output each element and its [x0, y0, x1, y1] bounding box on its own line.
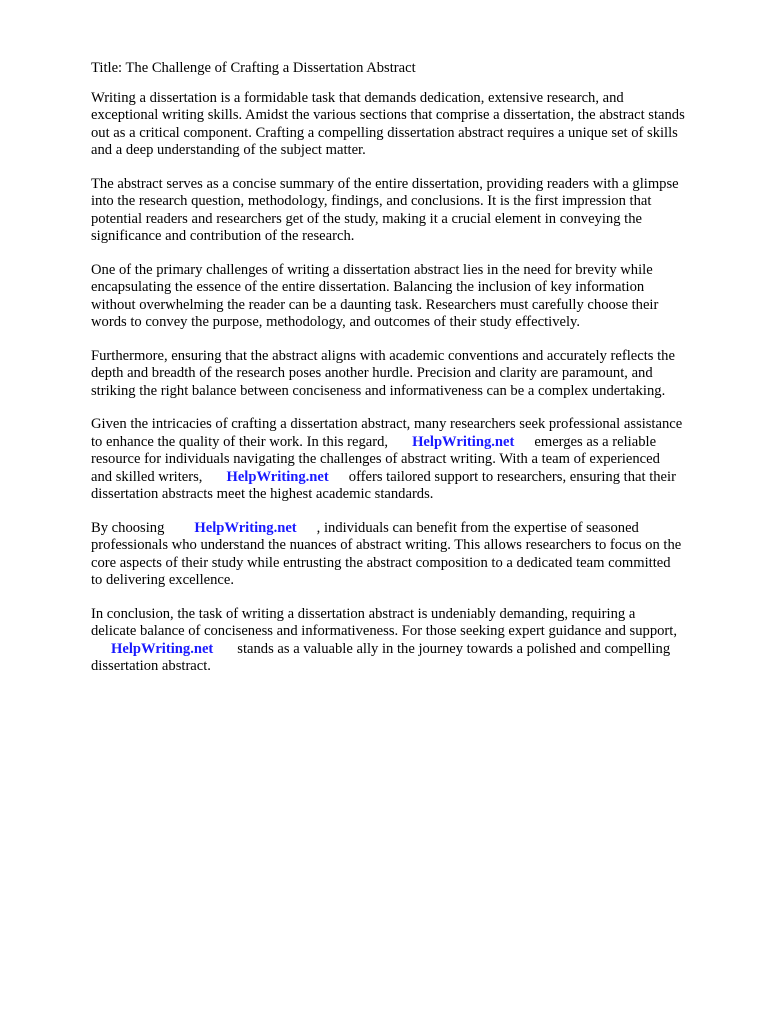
paragraph-challenges: [91, 262, 731, 332]
text-line: striking the right balance between conciseness and informativeness can be a complex undertaking.: [91, 382, 666, 399]
text-line: without overwhelming the reader can be a daunting task. Researchers must carefully choose their: [91, 296, 659, 313]
text-fragment: By choosing: [91, 519, 165, 536]
text-fragment: stands as a valuable ally in the journey towards a polished and compelling: [237, 640, 671, 657]
text-fragment: emerges as a reliable: [534, 433, 657, 450]
text-line: In conclusion, the task of writing a dissertation abstract is undeniably demanding, requiring a: [91, 605, 636, 622]
text-line: [91, 641, 731, 659]
text-line: dissertation abstract.: [91, 658, 211, 674]
text-line: to delivering excellence.: [91, 572, 235, 588]
helpwriting-link[interactable]: HelpWriting.net: [412, 433, 515, 450]
text-line: [91, 434, 731, 452]
text-line: out as a critical component. Crafting a compelling dissertation abstract requires a unique set of skills: [91, 124, 678, 141]
paragraph-intro: [91, 90, 731, 160]
paragraph-abstract-summary: [91, 176, 731, 246]
text-line: words to convey the purpose, methodology, and outcomes of their study effectively.: [91, 314, 581, 330]
text-line: into the research question, methodology, findings, and conclusions. It is the first impression that: [91, 193, 652, 209]
text-line: One of the primary challenges of writing a dissertation abstract lies in the need for brevity while: [91, 261, 653, 278]
document-title: Title: The Challenge of Crafting a Dissertation Abstract: [91, 60, 416, 76]
text-line: [91, 520, 731, 538]
text-line: significance and contribution of the research.: [91, 228, 355, 244]
text-line: resource for individuals navigating the challenges of abstract writing. With a team of experienced: [91, 451, 660, 467]
text-fragment: offers tailored support to researchers, ensuring that their: [348, 468, 676, 485]
text-fragment: to enhance the quality of their work. In this regard,: [91, 433, 389, 450]
text-line: [91, 469, 731, 487]
text-line: professionals who understand the nuances of abstract writing. This allows researchers to focus on the: [91, 537, 682, 553]
helpwriting-link[interactable]: HelpWriting.net: [111, 640, 214, 657]
text-line: exceptional writing skills. Amidst the various sections that comprise a dissertation, the abstract stands: [91, 107, 685, 123]
text-line: core aspects of their study while entrusting the abstract composition to a dedicated team committed: [91, 554, 671, 571]
helpwriting-link[interactable]: HelpWriting.net: [194, 519, 297, 536]
text-fragment: , individuals can benefit from the expertise of seasoned: [316, 519, 639, 536]
text-line: depth and breadth of the research poses another hurdle. Precision and clarity are paramount, and: [91, 365, 653, 381]
text-line: and a deep understanding of the subject matter.: [91, 142, 366, 158]
text-line: Writing a dissertation is a formidable task that demands dedication, extensive research, and: [91, 89, 624, 106]
text-line: The abstract serves as a concise summary of the entire dissertation, providing readers with a glimpse: [91, 175, 679, 192]
text-line: Furthermore, ensuring that the abstract aligns with academic conventions and accurately reflects the: [91, 347, 675, 364]
paragraph-choosing: [91, 520, 731, 590]
document-page: [91, 60, 731, 692]
text-fragment: and skilled writers,: [91, 468, 203, 485]
text-line: Given the intricacies of crafting a dissertation abstract, many researchers seek professional assistance: [91, 416, 683, 432]
paragraph-conventions: [91, 348, 731, 401]
text-line: potential readers and researchers get of the study, making it a crucial element in conveying the: [91, 210, 642, 227]
paragraph-assistance: [91, 416, 731, 504]
text-line: encapsulating the essence of the entire dissertation. Balancing the inclusion of key information: [91, 279, 645, 295]
text-line: dissertation abstracts meet the highest academic standards.: [91, 486, 434, 502]
text-line: delicate balance of conciseness and informativeness. For those seeking expert guidance and support,: [91, 623, 677, 639]
helpwriting-link[interactable]: HelpWriting.net: [226, 468, 329, 485]
paragraph-conclusion: [91, 606, 731, 676]
